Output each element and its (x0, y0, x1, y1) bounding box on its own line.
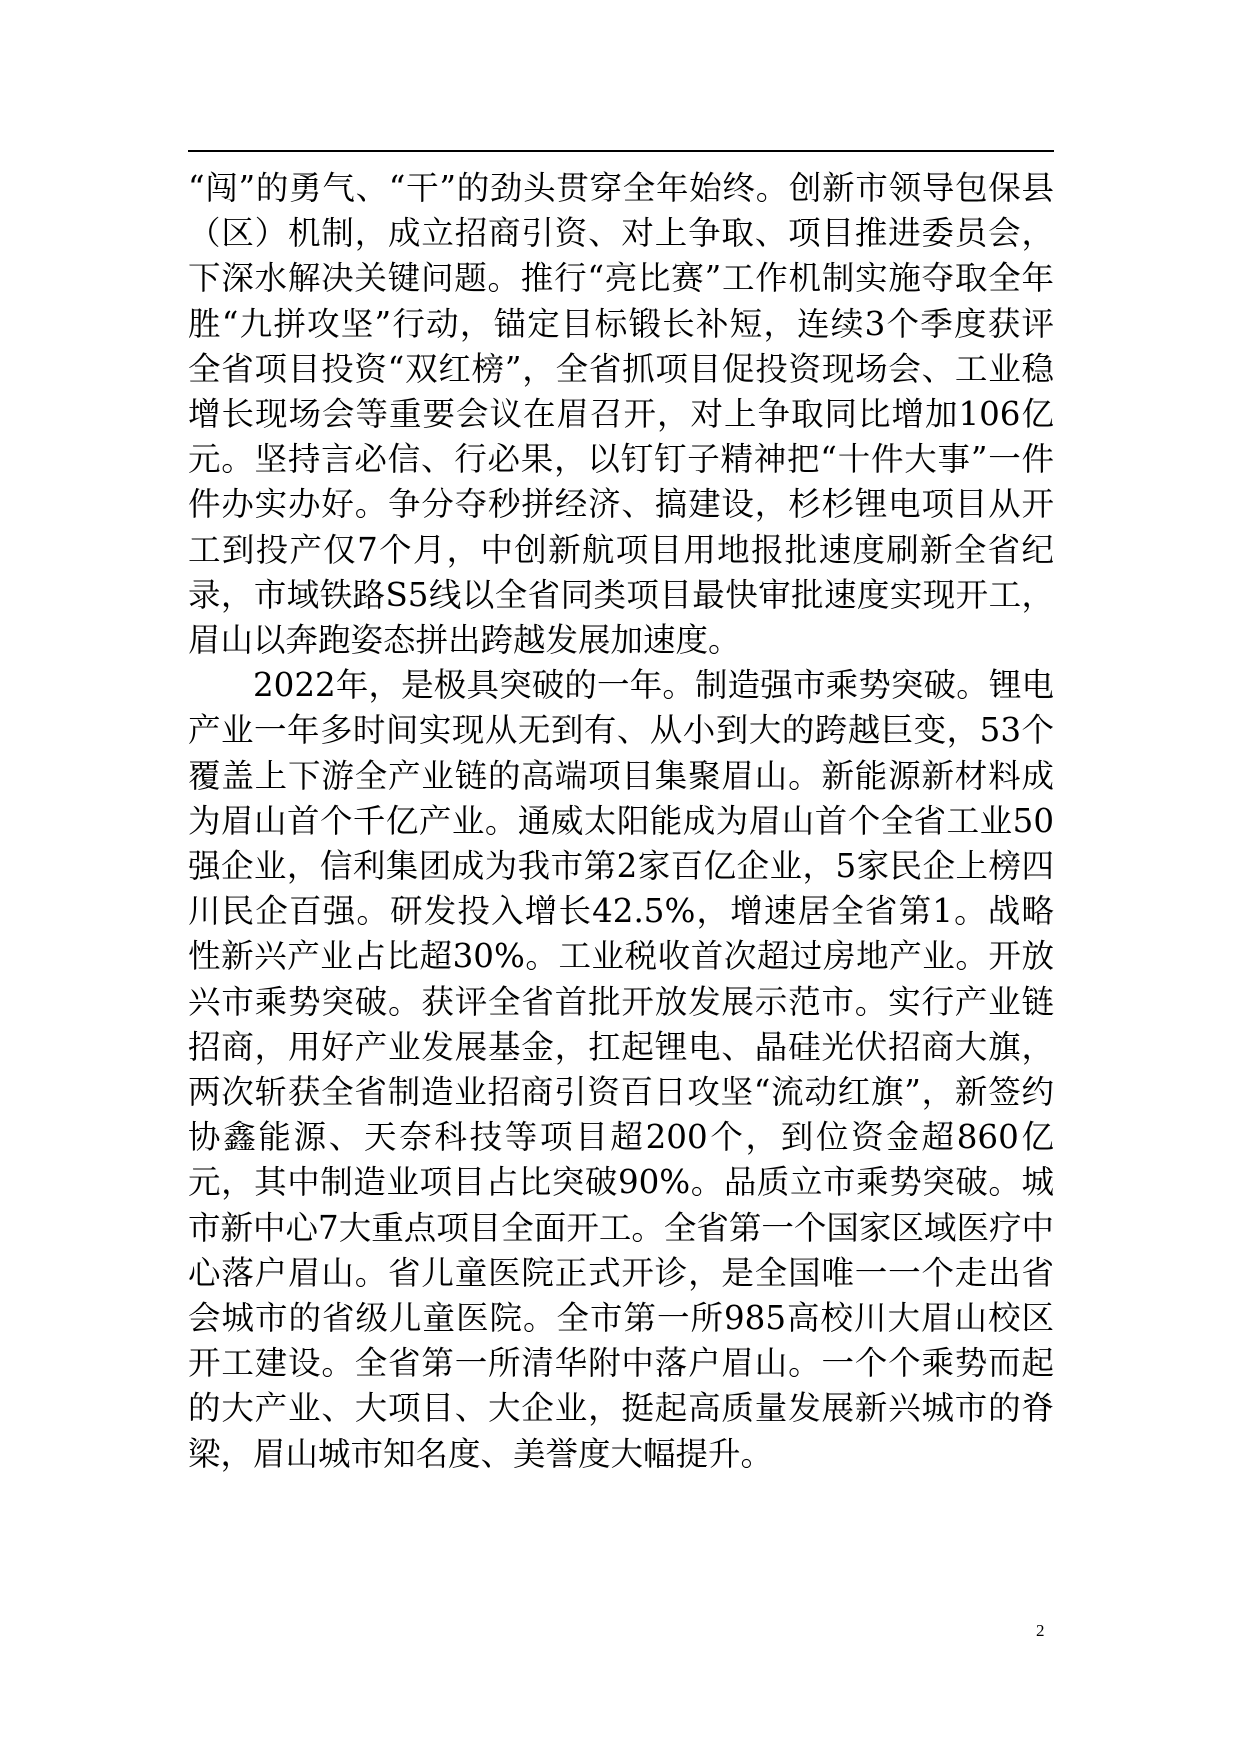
page-number: 2 (1036, 1621, 1045, 1640)
paragraph-2022: 2022年，是极具突破的一年。制造强市乘势突破。锂电产业一年多时间实现从无到有、从小到大的跨越巨变，53个覆盖上下游全产业链的高端项目集聚眉山。新能源新材料成为眉山首个千亿产业。通威太阳能成为眉山首个全省工业50强企业，信利集团成为我市第2家百亿企业，5家民企上榜四川民企百强。研发投入增长42.5%，增速居全省第1。战略性新兴产业占比超30%。工业税收首次超过房地产业。开放兴市乘势突破。获评全省首批开放发展示范市。实行产业链招商，用好产业发展基金，扛起锂电、晶硅光伏招商大旗，两次斩获全省制造业招商引资百日攻坚“流动红旗”，新签约协鑫能源、天奈科技等项目超200个，到位资金超860亿元，其中制造业项目占比突破90%。品质立市乘势突破。城市新中心7大重点项目全面开工。全省第一个国家区域医疗中心落户眉山。省儿童医院正式开诊，是全国唯一一个走出省会城市的省级儿童医院。全市第一所985高校川大眉山校区开工建设。全省第一所清华附中落户眉山。一个个乘势而起的大产业、大项目、大企业，挺起高质量发展新兴城市的脊梁，眉山城市知名度、美誉度大幅提升。 (188, 666, 1054, 1473)
header-rule (188, 150, 1054, 152)
paragraph-continuation: “闯”的勇气、“干”的劲头贯穿全年始终。创新市领导包保县（区）机制，成立招商引资、对上争取、项目推进委员会，下深水解决关键问题。推行“亮比赛”工作机制实施夺取全年胜“九拼攻坚”行动，锚定目标锻长补短，连续3个季度获评全省项目投资“双红榜”，全省抓项目促投资现场会、工业稳增长现场会等重要会议在眉召开，对上争取同比增加106亿元。坚持言必信、行必果，以钉钉子精神把“十件大事”一件件办实办好。争分夺秒拼经济、搞建设，杉杉锂电项目从开工到投产仅7个月，中创新航项目用地报批速度刷新全省纪录，市域铁路S5线以全省同类项目最快审批速度实现开工，眉山以奔跑姿态拼出跨越发展加速度。 (188, 169, 1054, 660)
document-body (188, 166, 1054, 1477)
